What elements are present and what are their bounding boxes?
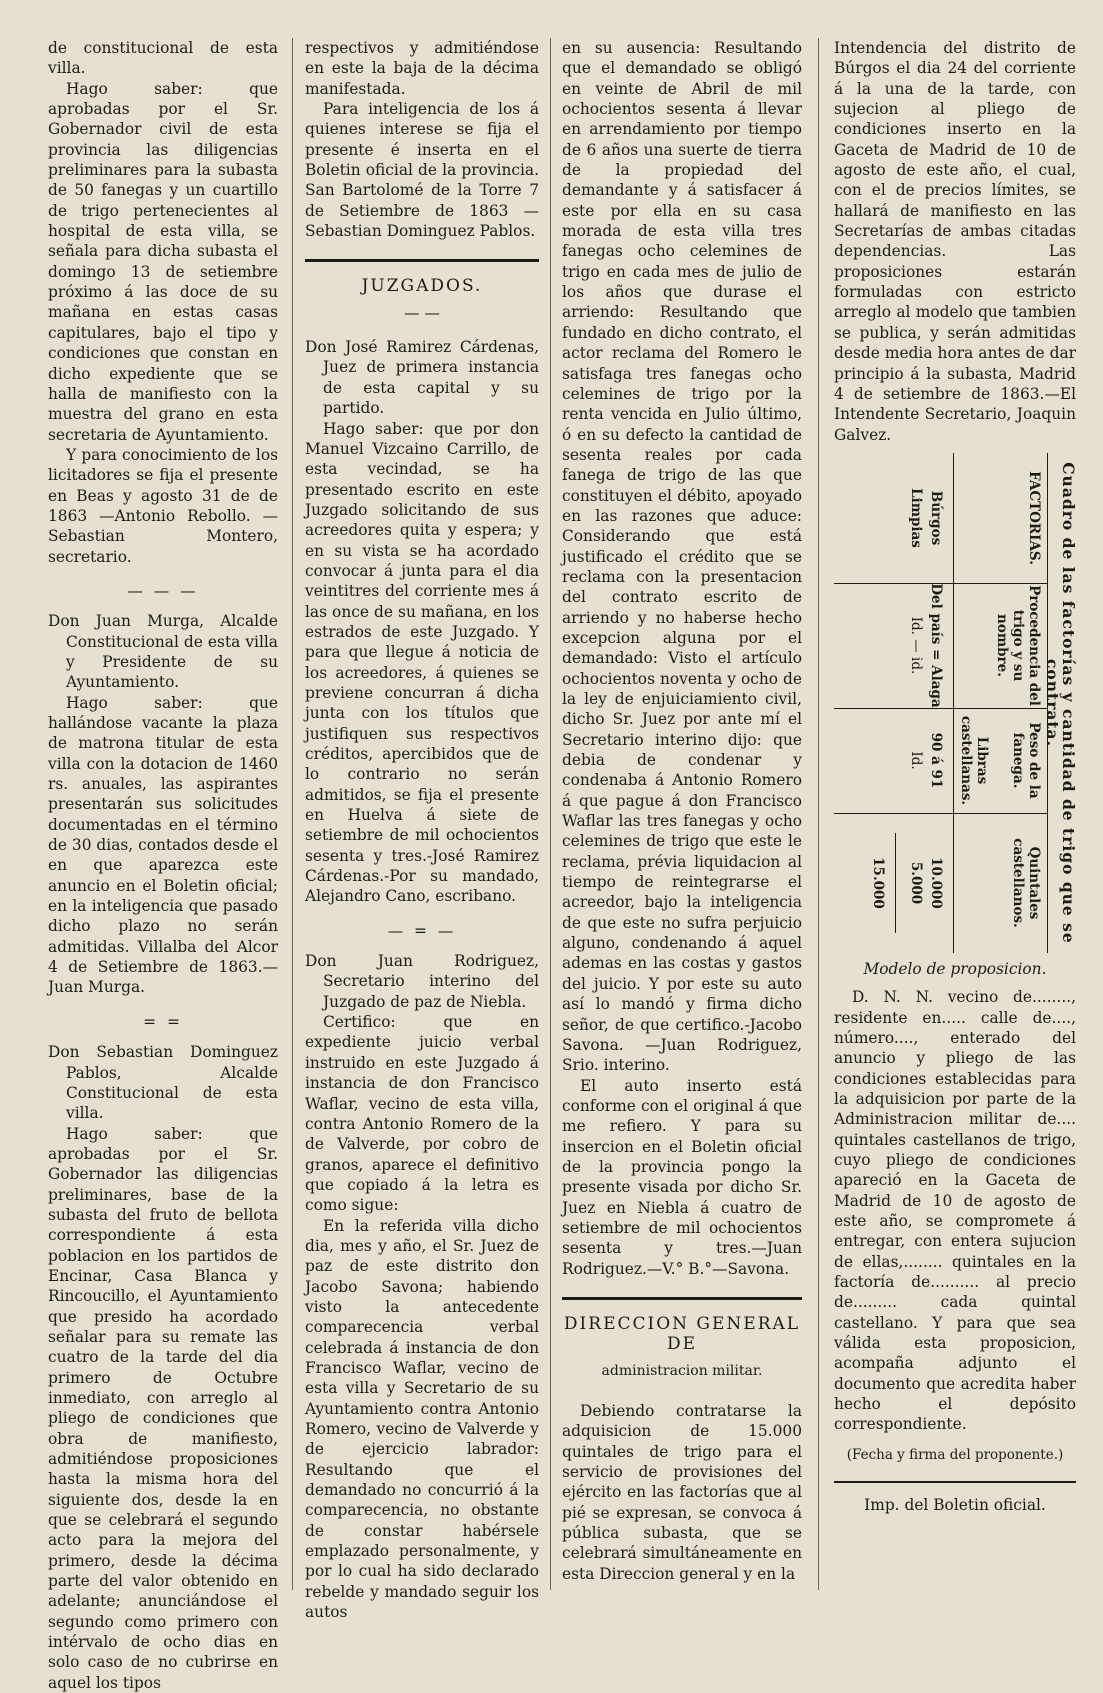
separator: — — — [127, 581, 199, 600]
table-subheader-libras: Libras castellanas. [958, 715, 990, 805]
notice-niebla-auto: En la referida villa dicho dia, mes y año, el Sr. Juez de paz de este distrito don Jacobo Savona; habiendo visto la antecedente comparecencia verbal celebrada á instancia de don Francisco Waflar, vecino de esta villa y Secretario de su Ayuntamiento contra Antonio Romero, vecino de Valverde y de ejercicio labrador: Resultando que el demandado no concurrió á la comparecencia, no obstante de constar habérsele emplazado personalmente, y por lo cual ha sido declarado rebelde y mandado seguir los autos [305, 1216, 539, 1622]
section-heading-juzgados: JUZGADOS. [361, 276, 483, 297]
column-4 [834, 38, 1076, 1590]
column-rule-2 [550, 38, 551, 1590]
separator: — = — [387, 921, 457, 940]
factorias-table [834, 453, 1076, 953]
table-title: Cuadro de las factorías y cantidad de trigo que se contrata. [1043, 462, 1078, 944]
table-header-peso: Peso de la fanega. [1010, 722, 1042, 799]
modelo-proposicion: D. N. N. vecino de........, residente en..... calle de...., número...., enterado del anuncio y pliego de las condiciones establecidas para la adquisicion por parte de la Administracion militar de.... quintales castellanos de trigo, cuyo pliego de condiciones apareció en la Gaceta de Madrid de 10 de agosto de este año, se compromete á entregar, con entera sujucion de ellas,........ quintales en la factoría de.......... al precio de......... cada quintal castellano. Y para que sea válida esta proposicion, acompaña adjunto el documento que acredita haber hecho el depósito correspondiente. [834, 988, 1076, 1434]
table-row-procedencia: Id. — id. [908, 616, 924, 675]
notice-niebla: Certifico: que en expediente juicio verbal instruido en este Juzgado á instancia de don Francisco Waflar, vecino de esta villa, contra Antonio Romero de la de Valverde, por cobro de granos, aparece el definitivo que copiado á la letra es como sigue: [305, 1013, 539, 1215]
notice-huelva-heading: Don José Ramirez Cárdenas, Juez de primera instancia de esta capital y su partido. [305, 338, 539, 418]
section-rule [562, 1297, 802, 1300]
continued-text: de constitucional de esta villa. [48, 39, 278, 78]
notice-villalba-heading: Don Juan Murga, Alcalde Constitucional de esta villa y Presidente de su Ayuntamiento. [48, 612, 278, 692]
table-header-quintales: Quintales castellanos. [1010, 838, 1042, 928]
table-row-factoria: Limpias [908, 487, 924, 548]
footer-rule [834, 1481, 1076, 1483]
notice-beas: Hago saber: que aprobadas por el Sr. Gobernador civil de esta provincia las diligencias preliminares para la subasta de 50 fanegas y un cuartillo de trigo pertenecientes al hospital de esta villa, se señala para dicha subasta el domingo 13 de setiembre próximo á las doce de su mañana en estas casas capitulares, bajo el tipo y condiciones que constan en dicho expediente que se halla de manifiesto con la muestra del grano en esta secretaria de Ayuntamiento. [48, 79, 278, 444]
table-header-procedencia: Procedencia del trigo y su nombre. [994, 584, 1042, 706]
notice-san-bartolome: Hago saber: que aprobadas por el Sr. Gobernador las diligencias preliminares, base de la subasta del fruto de bellota correspondiente á esta poblacion en los partidos de Encinar, Casa Blanca y Rincoucillo, el Ayuntamiento que presido ha acordado señalar para su remate las cuatro de la tarde del dia primero de Octubre inmediato, con arreglo al pliego de condiciones que obra de manifiesto, admitiéndose proposiciones hasta la misma hora del siguiente dos, desde la en que se celebrará el segundo acto para la mejora del primero, desde la décima parte del valor obtenido en adelante; anunciándose el segundo como primero con intérvalo de ocho dias en solo caso de no cubrirse en aquel los tipos [48, 1124, 278, 1692]
notice-san-bartolome-signature: Para inteligencia de los á quienes interese se fija el presente é inserta en el Boletin oficial de la provincia. San Bartolomé de la Torre 7 de Setiembre de 1863 —Sebastian Dominguez Pablos. [305, 100, 539, 241]
section-heading-direccion: DIRECCION GENERAL DE [563, 1313, 801, 1355]
table-row-factoria: Búrgos [928, 490, 944, 546]
continued-text: en su ausencia: Resultando que el demandado se obligó en veinte de Abril de mil ochocientos sesenta á llevar en arrendamiento por tiempo de 6 años una suerte de tierra de la propiedad del demandante y á satisfacer á este por ella en su casa morada de esta villa tres fanegas ocho celemines de trigo en cada mes de julio de los años que durase el arriendo: Resultando que fundado en dicho contrato, el actor reclama del Romero le satisfaga tres fanegas ocho celemines de trigo por la renta vencida en Julio último, ó en su defecto la cantidad de sesenta reales por cada fanega de trigo de las que constituyen el débito, apoyado en las razones que aduce: Considerando que está justificado el crédito que se reclama con la presentacion del contrato escrito de arriendo y no haberse hecho excepcion alguna por el demandado: Visto el artículo ochocientos noventa y ocho de la ley de enjuiciamiento civil, dicho Sr. Juez por ante mí el Secretario interino dijo: que debia de condenar y condenaba á Antonio Romero á que pague á don Francisco Waflar las tres fanegas y ocho celemines de trigo que este le reclama, prévia liquidacion al tiempo de reintegrarse el acreedor, bajo la inteligencia de que este no sufra perjuicio alguno, condenando á aquel ademas en las costas y gastos del juicio. Y por este su auto así lo mandó y firma dicho señor, de que certifico.-Jacobo Savona. —Juan Rodriguez, Srio. interino. [562, 39, 802, 1075]
heading-dash: — — [404, 303, 440, 322]
section-rule [305, 259, 539, 262]
notice-huelva: Hago saber: que por don Manuel Vizcaino Carrillo, de esta vecindad, se ha presentado escrito en este Juzgado solicitando de sus acreedores quita y espera; y en su vista se ha acordado convocar á junta para el dia veintitres del corriente mes á las once de su mañana, en los estrados de este Juzgado. Y para que llegue á noticia de los acreedores, á quienes se previene concurran á dicha junta con los títulos que justifiquen sus respectivos créditos, apercibidos que de lo contrario no serán admitidos, se fija el presente en Huelva á siete de setiembre de mil ochocientos sesenta y tres.-José Ramirez Cárdenas.-Por su mandado, Alejandro Cano, escribano. [305, 419, 539, 906]
table-row-quintales: 10.000 [928, 857, 944, 909]
notice-niebla-heading: Don Juan Rodriguez, Secretario interino del Juzgado de paz de Niebla. [305, 952, 539, 1011]
column-2 [305, 38, 539, 1622]
notice-subasta-trigo: Debiendo contratarse la adquisicion de 15.000 quintales de trigo para el servicio de provisiones del ejército en las factorías que al pié se expresan, se convoca á pública subasta, que se celebrará simultáneamente en esta Direccion general y en la [562, 1402, 802, 1583]
table-row-quintales: 5.000 [908, 861, 924, 905]
table-row-peso: 90 á 91 [928, 732, 944, 789]
section-subheading: administracion militar. [601, 1362, 763, 1379]
continued-text: respectivos y admitiéndose en este la baja de la décima manifestada. [305, 39, 539, 98]
fecha-firma: (Fecha y firma del proponente.) [846, 1446, 1064, 1463]
column-rule-1 [292, 38, 293, 1590]
table-row-peso: Id. [908, 751, 924, 770]
notice-beas-signature: Y para conocimiento de los licitadores se fija el presente en Beas y agosto 31 de de 1863 —Antonio Rebollo. —Sebastian Montero, secretario. [48, 445, 278, 566]
continued-text: Intendencia del distrito de Búrgos el dia 24 del corriente á la una de la tarde, con sujecion al pliego de condiciones inserto en la Gaceta de Madrid de 10 de agosto de este año, el cual, con el de precios límites, se hallará de manifiesto en las Secretarías de ambas citadas dependencias. Las proposiciones estarán formuladas con estricto arreglo al modelo que tambien se publica, y serán admitidas desde media hora antes de dar principio á la subasta, Madrid 4 de setiembre de 1863.—El Intendente Secretario, Joaquin Galvez. [834, 39, 1076, 444]
modelo-title: Modelo de proposicion. [863, 959, 1047, 978]
notice-villalba: Hago saber: que hallándose vacante la plaza de matrona titular de esta villa con la dotacion de 1460 rs. anuales, las aspirantes presentarán sus solicitudes documentadas en el término de 30 dias, contados desde el en que aparezca este anuncio en el Boletin oficial; en la inteligencia que pasado dicho plazo no serán admitidas. Villalba del Alcor 4 de Setiembre de 1863.— Juan Murga. [48, 693, 278, 997]
column-1 [48, 38, 278, 1692]
printer-imprint: Imp. del Boletin oficial. [864, 1496, 1046, 1515]
column-rule-3 [818, 38, 819, 1590]
notice-san-bartolome-heading: Don Sebastian Dominguez Pablos, Alcalde Constitucional de esta villa. [48, 1043, 278, 1123]
table-row-procedencia: Del país = Alaga [928, 583, 944, 708]
column-3 [562, 38, 802, 1590]
table-total: 15.000 [870, 857, 886, 909]
notice-niebla-certification: El auto inserto está conforme con el original á que me refiero. Y para su insercion en el Boletin oficial de la provincia pongo la presente visada por dicho Sr. Juez en Niebla á cuatro de setiembre de mil ochocientos sesenta y tres.—Juan Rodriguez.—V.° B.°—Savona. [562, 1076, 802, 1278]
separator: = = [143, 1012, 183, 1031]
table-header-factorias: FACTORIAS. [1026, 470, 1042, 565]
